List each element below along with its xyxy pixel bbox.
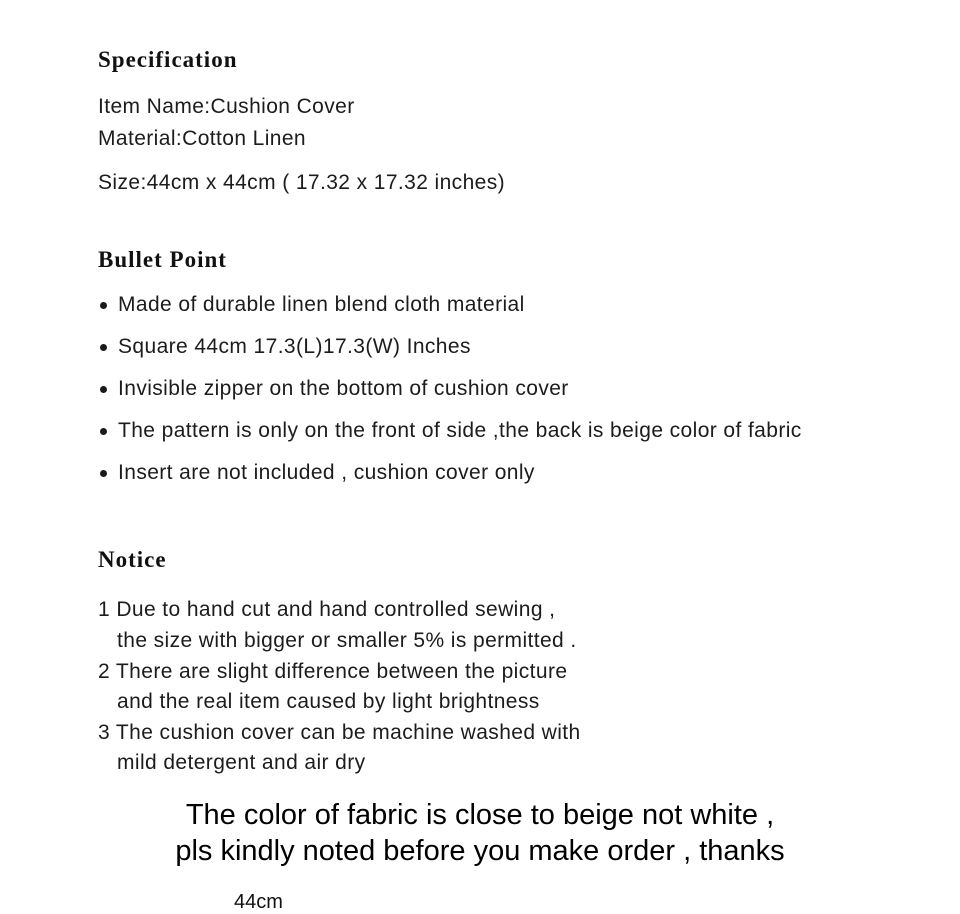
notice-item-line2: and the real item caused by light brightness <box>117 690 540 713</box>
bullet-item <box>98 461 535 485</box>
notice-heading: Notice <box>98 547 167 572</box>
bullet-item-text: Made of durable linen blend cloth material <box>118 293 525 316</box>
notice-item-line2: the size with bigger or smaller 5% is permitted . <box>117 629 577 652</box>
notice-item-line1: 2 There are slight difference between the picture <box>98 660 568 683</box>
bullet-item <box>98 419 802 443</box>
beige-notice-banner-line2: pls kindly noted before you make order , thanks <box>175 835 785 867</box>
beige-notice-banner-line1: The color of fabric is close to beige not white , <box>185 799 775 831</box>
bullet-dot-icon <box>100 302 107 309</box>
bullet-dot-icon <box>100 470 107 477</box>
notice-item-line2: mild detergent and air dry <box>117 751 366 774</box>
bullet-item <box>98 293 525 317</box>
bullet-item-text: Invisible zipper on the bottom of cushion cover <box>118 377 569 400</box>
bullet-dot-icon <box>100 344 107 351</box>
specification-heading: Specification <box>98 47 238 72</box>
dimension-label: 44cm <box>234 891 283 913</box>
notice-item-line1: 1 Due to hand cut and hand controlled sewing , <box>98 598 556 621</box>
spec-size: Size:44cm x 44cm ( 17.32 x 17.32 inches) <box>98 171 506 194</box>
bullet-item-text: Insert are not included , cushion cover only <box>118 461 535 484</box>
bullet-item-text: Square 44cm 17.3(L)17.3(W) Inches <box>118 335 471 358</box>
notice-item-line1: 3 The cushion cover can be machine washed with <box>98 721 581 744</box>
spec-material: Material:Cotton Linen <box>98 127 307 150</box>
bullet-item <box>98 335 471 359</box>
bullet-item <box>98 377 569 401</box>
bullet-item-text: The pattern is only on the front of side ,the back is beige color of fabric <box>118 419 802 442</box>
spec-item-name: Item Name:Cushion Cover <box>98 95 355 118</box>
bullet-dot-icon <box>100 428 107 435</box>
bullet-point-heading: Bullet Point <box>98 247 227 272</box>
bullet-dot-icon <box>100 386 107 393</box>
